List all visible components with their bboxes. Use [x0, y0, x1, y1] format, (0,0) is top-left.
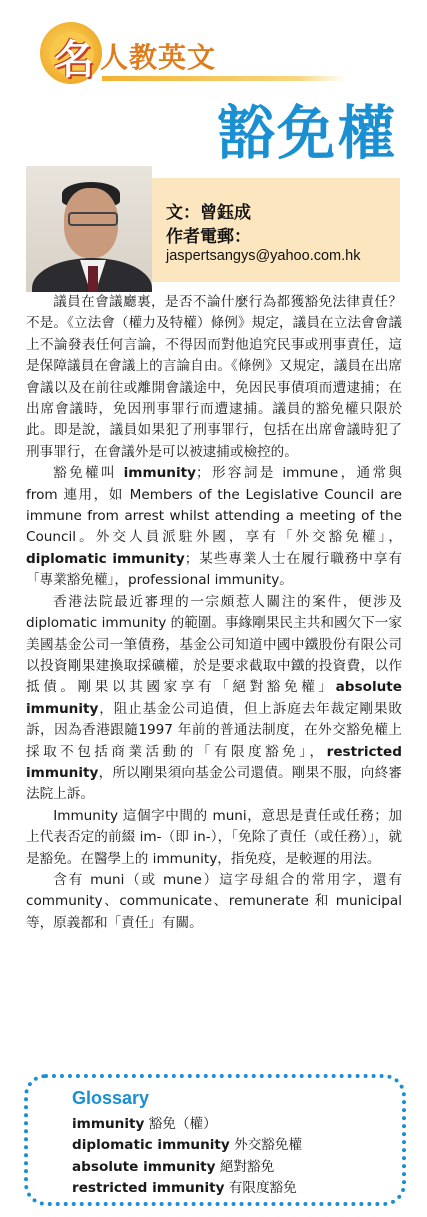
term-immunity: immunity — [123, 465, 196, 482]
paragraph-2: 豁免權叫 immunity；形容詞是 immune，通常與 from 連用，如 Members of the Legislative Council are immune from arrest whilst attending a meeting of the Council。外交人員派駐外國，享有「外交豁免權」，diplomatic immunity；某些專業人士在履行職務中享有「專業豁免權」，professional immunity。 — [26, 465, 402, 589]
headline: 豁免權 — [216, 99, 397, 167]
logo-underline — [102, 76, 346, 81]
paragraph-1: 議員在會議廳裏，是否不論什麼行為都獲豁免法律責任？不是。《立法會（權力及特權）條例》規定，議員在立法會會議上不論發表任何言論，不得因而對他追究民事或刑事責任，這是保障議員在會議上的言論自由。《條例》又規定，議員在出席會議以及在前往或離開會議途中，免因民事債項而遭逮捕；在出席會議時，免因刑事罪行而遭逮捕。議員的豁免權只限於此。即是說，議員如果犯了刑事罪行，包括在出席會議時犯了刑事罪行，在會議外是可以被逮捕或檢控的。 — [26, 294, 402, 460]
paragraph-5: 含有 muni（或 mune）這字母組合的常用字，還有 community、communicate、remunerate 和 municipal 等，原義都和「責任」有關。 — [26, 871, 402, 931]
glossary-list — [72, 1114, 302, 1200]
author-name: 文：曾鈺成 — [166, 203, 251, 223]
term-diplomatic-immunity: diplomatic immunity — [26, 550, 185, 567]
column-logo — [18, 12, 348, 96]
paragraph-4: Immunity 這個字中間的 muni，意思是責任或任務；加上代表否定的前綴 im-（即 in-），「免除了責任（或任務）」，就是豁免。在醫學上的 immunity，指免疫，是較遲的用法。 — [26, 807, 402, 867]
article-body — [26, 292, 402, 934]
glossary-item: restricted immunity 有限度豁免 — [72, 1180, 297, 1197]
column-name: 人教英文 — [100, 41, 217, 74]
glossary-item: absolute immunity 絕對豁免 — [72, 1158, 275, 1175]
term-absolute-immunity: absolute immunity — [26, 679, 402, 717]
author-photo — [26, 166, 152, 292]
term-restricted-immunity: restricted immunity — [26, 743, 402, 781]
logo-first-character: 名 — [54, 37, 94, 83]
glossary-box — [24, 1074, 406, 1206]
author-email[interactable]: jaspertsangys@yahoo.com.hk — [166, 248, 361, 264]
glossary-item: diplomatic immunity 外交豁免權 — [72, 1137, 303, 1154]
author-email-label: 作者電郵： — [166, 227, 251, 247]
glossary-title: Glossary — [72, 1088, 150, 1108]
glossary-item: immunity 豁免（權） — [72, 1116, 217, 1132]
paragraph-3: 香港法院最近審理的一宗頗惹人關注的案件，便涉及 diplomatic immunity 的範圍。事緣剛果民主共和國欠下一家美國基金公司一筆債務，基金公司知道中國中鐵股份有限公司以投資剛果建換取採礦權，於是要求截取中鐵的投資費，以作抵債。剛果以其國家享有「絕對豁免權」absolute immunity，阻止基金公司追債，但上訴庭去年裁定剛果敗訴，因為香港跟隨1997 年前的普通法制度，在外交豁免權上採取不包括商業活動的「有限度豁免」，restricted immunity，所以剛果須向基金公司還債。剛果不服，向終審法院上訴。 — [26, 593, 402, 803]
